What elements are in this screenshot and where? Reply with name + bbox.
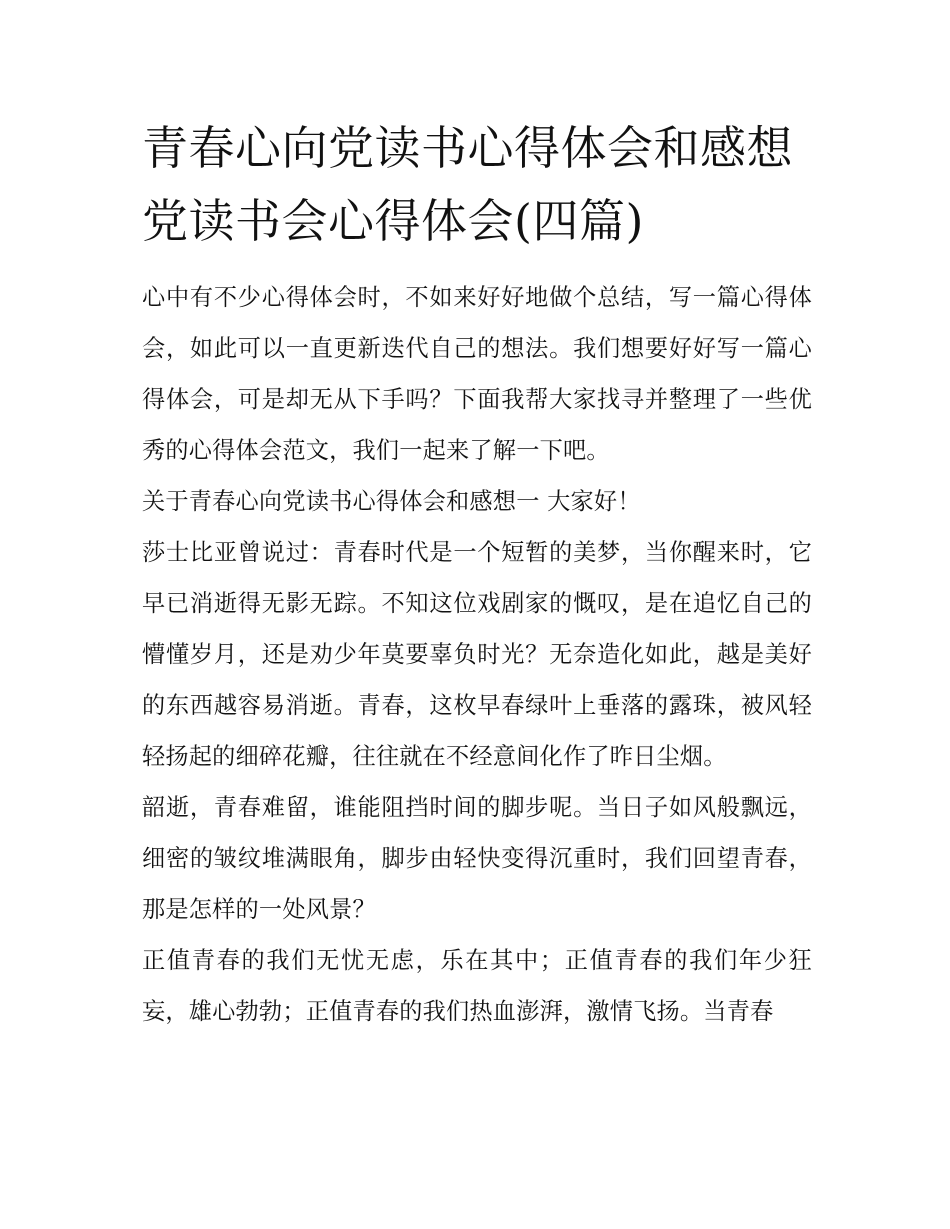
document-body [142, 112, 812, 1037]
document-title: 青春心向党读书心得体会和感想 党读书会心得体会(四篇) [142, 121, 793, 248]
paragraph-section-heading: 关于青春心向党读书心得体会和感想一 大家好！ [142, 488, 641, 515]
paragraph-intro: 心中有不少心得体会时，不如来好好地做个总结，写一篇心得体会，如此可以一直更新迭代自己的想法。我们想要好好写一篇心得体会，可是却无从下手吗？下面我帮大家找寻并整理了一些优秀的心得体会范文，我们一起来了解一下吧。 [142, 284, 812, 464]
paragraph-shakespeare: 莎士比亚曾说过：青春时代是一个短暂的美梦，当你醒来时，它早已消逝得无影无踪。不知这位戏剧家的慨叹，是在追忆自己的懵懂岁月，还是劝少年莫要辜负时光？无奈造化如此，越是美好的东西越容易消逝。青春，这枚早春绿叶上垂落的露珠，被风轻轻扬起的细碎花瓣，往往就在不经意间化作了昨日尘烟。 [142, 539, 812, 770]
paragraph-youth: 正值青春的我们无忧无虑，乐在其中；正值青春的我们年少狂妄，雄心勃勃；正值青春的我们热血澎湃，激情飞扬。当青春 [142, 947, 812, 1025]
paragraph-time-passing: 韶逝，青春难留，谁能阻挡时间的脚步呢。当日子如风般飘远，细密的皱纹堆满眼角，脚步由轻快变得沉重时，我们回望青春，那是怎样的一处风景？ [142, 794, 812, 923]
